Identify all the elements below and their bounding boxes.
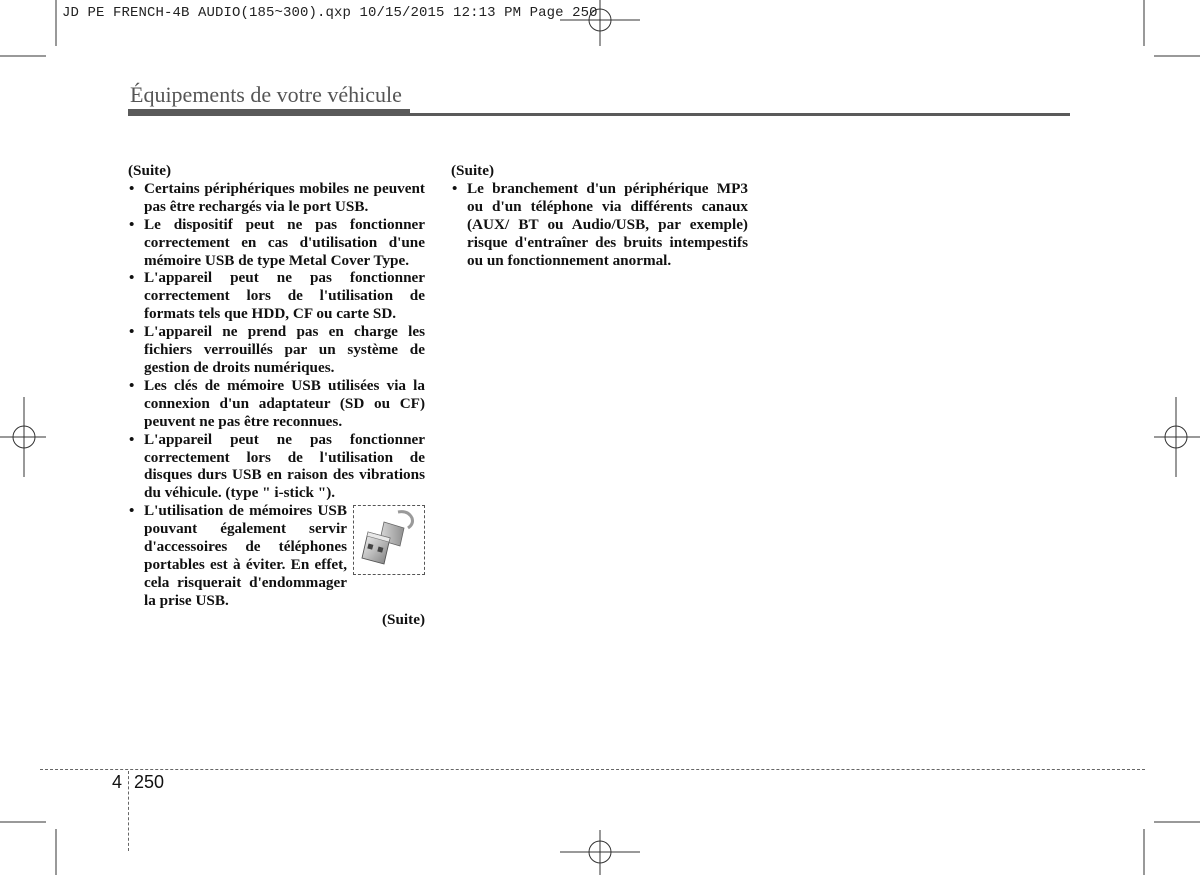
list-item: • Le dispositif peut ne pas fonctionner correctement en cas d'utilisation d'une mémoire USB de type Metal Cover Type. — [128, 216, 425, 270]
print-slug: JD PE FRENCH-4B AUDIO(185~300).qxp 10/15/2015 12:13 PM Page 250 — [62, 5, 598, 21]
usb-stick-icon — [353, 505, 425, 575]
header-rule-thin — [410, 113, 1070, 116]
list-item: • L'appareil ne prend pas en charge les fichiers verrouillés par un système de gestion de droits numériques. — [128, 323, 425, 377]
list-item: • L'appareil peut ne pas fonctionner correctement lors de l'utilisation de formats tels que HDD, CF ou carte SD. — [128, 269, 425, 323]
footer-divider — [128, 771, 129, 851]
list-item-with-figure — [128, 502, 425, 609]
list-item: • Le branchement d'un périphérique MP3 ou d'un téléphone via différents canaux (AUX/ BT ou Audio/USB, par exemple) risque d'entraîner des bruits intempestifs ou un fonctionnement anormal. — [451, 180, 748, 270]
footer-rule — [40, 769, 1145, 770]
right-column — [451, 162, 748, 269]
list-item-text: L'utilisation de mémoires USB pouvant également servir d'accessoires de téléphones portables est à éviter. En effet, cela risquerait d'endommager la prise USB. — [144, 502, 347, 609]
left-column — [128, 162, 425, 629]
continued-label-top: (Suite) — [451, 162, 495, 179]
header-rule-thick — [128, 109, 410, 116]
continued-label-top: (Suite) — [128, 162, 172, 179]
list-item: • Les clés de mémoire USB utilisées via la connexion d'un adaptateur (SD ou CF) peuvent ne pas être reconnues. — [128, 377, 425, 431]
section-title: Équipements de votre véhicule — [130, 82, 402, 107]
chapter-number: 4 — [112, 772, 123, 792]
list-item: • Certains périphériques mobiles ne peuvent pas être rechargés via le port USB. — [128, 180, 425, 216]
page-number: 250 — [134, 772, 165, 792]
bullet-list — [451, 180, 748, 270]
list-item: • L'appareil peut ne pas fonctionner correctement lors de l'utilisation de disques durs USB en raison des vibrations du véhicule. (type " i-stick "). — [128, 431, 425, 503]
continued-label-bottom: (Suite) — [381, 610, 425, 628]
bullet-list — [128, 180, 425, 610]
